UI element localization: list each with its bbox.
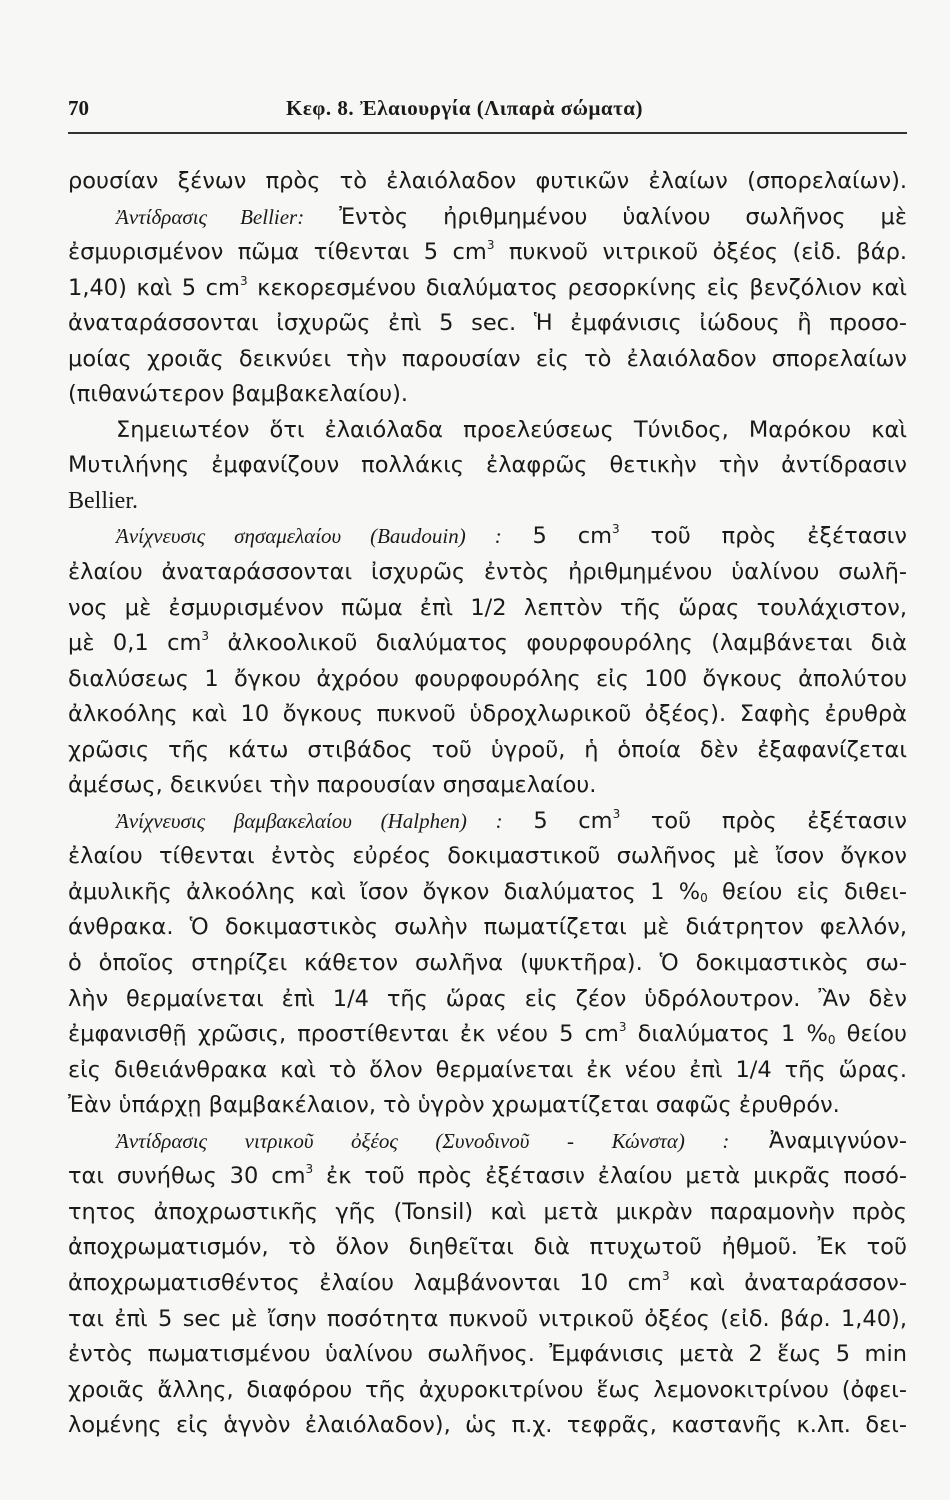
text-line: ἐσμυρισμένον πῶμα τίθενται 5 $cm^3$ πυκνοῦ νιτρικοῦ ὀξέος (εἰδ. βάρ. — [68, 238, 908, 266]
running-header — [68, 96, 907, 126]
body-text — [68, 164, 907, 1444]
text-line: ἀμυλικῆς ἀλκοόλης καὶ ἴσον ὄγκον διαλύματος 1 $\%_0$ θείου εἰς διθει- — [68, 878, 907, 905]
text-line: χρῶσις τῆς κάτω στιβάδος τοῦ ὑγροῦ, ἡ ὁποία δὲν ἐξαφανίζεται — [68, 736, 907, 763]
section-heading: Ἀντίδρασις Bellier: — [116, 204, 305, 229]
text-line: ὁ ὁποῖος στηρίζει κάθετον σωλῆνα (ψυκτῆρα). Ὁ δοκιμαστικὸς σω- — [68, 950, 907, 977]
text-line: άνθρακα. Ὁ δοκιμαστικὸς σωλὴν πωματίζεται μὲ διάτρητον φελλόν, — [68, 914, 907, 941]
text-line: Bellier. — [68, 487, 138, 514]
text-line: εἰς διθειάνθρακα καὶ τὸ ὅλον θερμαίνεται ἐκ νέου ἐπὶ 1/4 τῆς ὥρας. — [68, 1056, 907, 1083]
chapter-title: Κεφ. 8. Ἐλαιουργία (Λιπαρὰ σώματα) — [286, 96, 644, 120]
text-line: διαλύσεως 1 ὄγκου ἀχρόου φουρφουρόλης εἰς 100 ὄγκους ἀπολύτου — [68, 665, 907, 692]
text-line: Ἀντίδρασις νιτρικοῦ ὀξέος (Συνοδινοῦ - Κώνστα) : Ἀναμιγνύον- — [116, 1127, 908, 1154]
text-line: λομένης εἰς ἁγνὸν ἐλαιόλαδον), ὡς π.χ. τεφρᾶς, καστανῆς κ.λπ. δει- — [68, 1412, 907, 1439]
text-line: νος μὲ ἐσμυρισμένον πῶμα ἐπὶ 1/2 λεπτὸν τῆς ὥρας τουλάχιστον, — [68, 594, 907, 621]
text-line: Ἀνίχνευσις βαμβακελαίου (Halphen) : 5 $cm^3$ τοῦ πρὸς ἐξέτασιν — [116, 806, 907, 834]
text-line: ἐμφανισθῇ χρῶσις, προστίθενται ἐκ νέου 5 $cm^3$ διαλύματος 1 $\%_0$ θείου — [68, 1020, 908, 1048]
header-rule — [68, 132, 907, 134]
text-line: Σημειωτέον ὅτι ἐλαιόλαδα προελεύσεως Τύνιδος, Μαρόκου καὶ — [116, 416, 907, 443]
text-line: χροιᾶς ἄλλης, διαφόρου τῆς ἀχυροκιτρίνου ἕως λεμονοκιτρίνου (ὀφει- — [68, 1376, 907, 1403]
text-line: μοίας χροιᾶς δεικνύει τὴν παρουσίαν εἰς τὸ ἐλαιόλαδον σπορελαίων — [68, 345, 907, 372]
text-line: Ἐὰν ὑπάρχῃ βαμβακέλαιον, τὸ ὑγρὸν χρωματίζεται σαφῶς ἐρυθρόν. — [68, 1092, 840, 1119]
text-line: ται συνήθως 30 $cm^3$ ἐκ τοῦ πρὸς ἐξέτασιν ἐλαίου μετὰ μικρᾶς ποσό- — [68, 1162, 907, 1190]
section-heading: Ἀντίδρασις νιτρικοῦ ὀξέος (Συνοδινοῦ - Κώνστα) : — [116, 1128, 730, 1153]
text-line: 1,40) καὶ 5 $cm^3$ κεκορεσμένου διαλύματος ρεσορκίνης εἰς βενζόλιον καὶ — [68, 273, 907, 301]
section-heading: Ἀνίχνευσις βαμβακελαίου (Halphen) : — [116, 808, 503, 833]
text-line: τητος ἀποχρωστικῆς γῆς (Tonsil) καὶ μετὰ μικρὰν παραμονὴν πρὸς — [68, 1198, 907, 1225]
text-line: λὴν θερμαίνεται ἐπὶ 1/4 τῆς ὥρας εἰς ζέον ὑδρόλουτρον. Ἂν δὲν — [68, 985, 907, 1012]
section-heading: Ἀνίχνευσις σησαμελαίου (Baudouin) : — [116, 524, 502, 549]
text-line: (πιθανώτερον βαμβακελαίου). — [68, 381, 409, 408]
text-line: ἀποχρωματισμόν, τὸ ὅλον διηθεῖται διὰ πτυχωτοῦ ἠθμοῦ. Ἐκ τοῦ — [68, 1234, 907, 1261]
text-line: ἀναταράσσονται ἰσχυρῶς ἐπὶ 5 sec. Ἡ ἐμφάνισις ἰώδους ἢ προσο- — [68, 310, 907, 337]
text-line: Ἀντίδρασις Bellier: Ἐντὸς ἠριθμημένου ὑαλίνου σωλῆνος μὲ — [116, 203, 907, 230]
text-line: μὲ 0,1 $cm^3$ ἀλκοολικοῦ διαλύματος φουρφουρόλης (λαμβάνεται διὰ — [68, 629, 907, 657]
text-line: ἀποχρωματισθέντος ἐλαίου λαμβάνονται 10 $cm^3$ καὶ ἀναταράσσον- — [68, 1268, 907, 1296]
text-line: ἐντὸς πωματισμένου ὑαλίνου σωλῆνος. Ἐμφάνισις μετὰ 2 ἕως 5 min — [68, 1341, 907, 1368]
text-line: Ἀνίχνευσις σησαμελαίου (Baudouin) : 5 $cm^3$ τοῦ πρὸς ἐξέτασιν — [116, 522, 907, 550]
text-line: ἐλαίου ἀναταράσσονται ἰσχυρῶς ἐντὸς ἠριθμημένου ὑαλίνου σωλῆ- — [68, 559, 907, 586]
text-line: ἀμέσως, δεικνύει τὴν παρουσίαν σησαμελαίου. — [68, 772, 597, 799]
text-line: ρουσίαν ξένων πρὸς τὸ ἐλαιόλαδον φυτικῶν ἐλαίων (σπορελαίων). — [68, 168, 907, 194]
text-line: ἐλαίου τίθενται ἐντὸς εὐρέος δοκιμαστικοῦ σωλῆνος μὲ ἴσον ὄγκον — [68, 843, 907, 870]
text-line: Μυτιλήνης ἐμφανίζουν πολλάκις ἐλαφρῶς θετικὴν τὴν ἀντίδρασιν — [68, 452, 907, 479]
text-line: ἀλκοόλης καὶ 10 ὄγκους πυκνοῦ ὑδροχλωρικοῦ ὀξέος). Σαφὴς ἐρυθρὰ — [68, 701, 907, 728]
page-number: 70 — [68, 96, 89, 120]
text-line: ται ἐπὶ 5 sec μὲ ἴσην ποσότητα πυκνοῦ νιτρικοῦ ὀξέος (εἰδ. βάρ. 1,40), — [68, 1305, 907, 1332]
